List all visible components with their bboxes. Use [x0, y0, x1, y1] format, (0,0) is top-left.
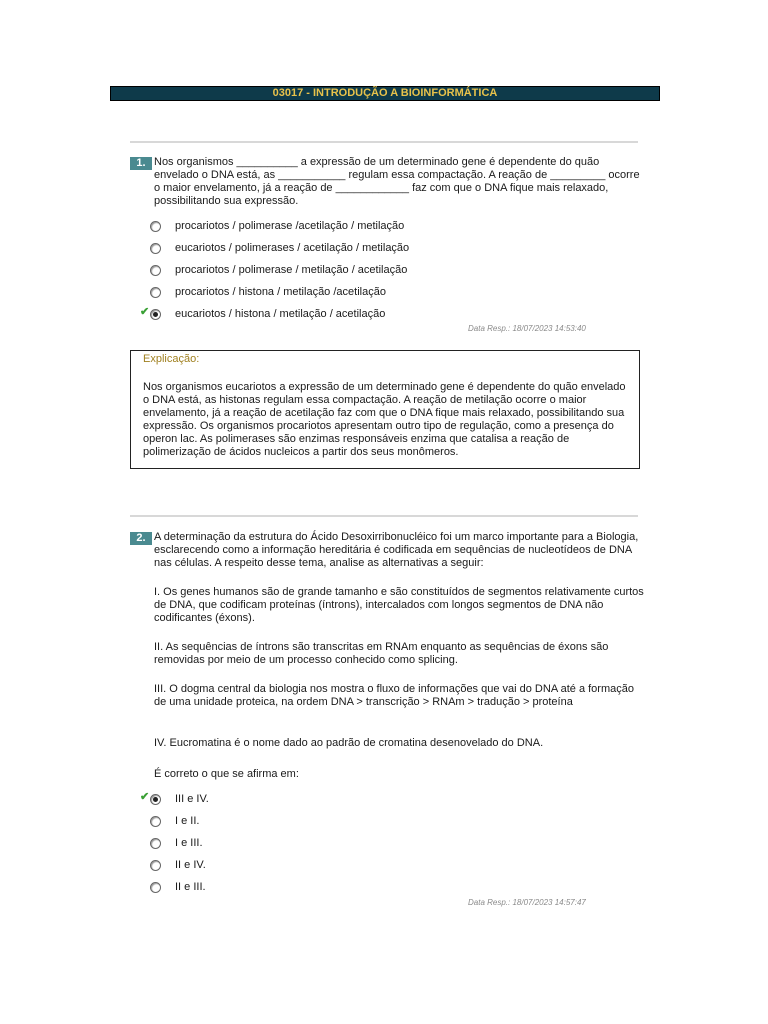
response-date: Data Resp.: 18/07/2023 14:57:47 — [468, 898, 586, 907]
question-text: Nos organismos __________ a expressão de um determinado gene é dependente do quão envelado o DNA está, as ___________ regulam essa compactação. A reação de _________ ocorre o maior envelamento, já a reação de ____________ faz com que o DNA fique mais relaxado, possibilitando sua expressão. — [154, 156, 640, 207]
answer-option[interactable] — [150, 284, 386, 300]
radio-button[interactable] — [150, 265, 161, 276]
answer-option[interactable] — [150, 813, 199, 829]
option-label: I e III. — [175, 837, 203, 849]
question-number-badge: 1. — [130, 157, 152, 170]
option-label: III e IV. — [175, 793, 209, 805]
answer-option-selected[interactable] — [150, 791, 209, 807]
divider — [130, 141, 638, 143]
explanation-text: Nos organismos eucariotos a expressão de um determinado gene é dependente do quão envelado o DNA está, as histonas regulam essa compactação. A reação de metilação ocorre o maior envelamento, já a reação de acetilação faz com que o DNA fique mais relaxado, possibilitando sua expressão. Os organismos procariotos apresentam outro tipo de regulação, como a presença do operon lac. As polimerases são enzimas responsáveis enzima que catalisa a reação de polimerização de ácidos nucleicos a partir dos seus monômeros. — [143, 381, 626, 458]
option-label: procariotos / histona / metilação /acetilação — [175, 286, 386, 298]
radio-button[interactable] — [150, 838, 161, 849]
question-prompt: É correto o que se afirma em: — [154, 768, 299, 780]
radio-button[interactable] — [150, 243, 161, 254]
radio-button[interactable] — [150, 221, 161, 232]
explanation-title: Explicação: — [143, 353, 200, 365]
correct-check-icon: ✔ — [140, 306, 150, 318]
divider — [130, 515, 638, 517]
radio-button[interactable] — [150, 816, 161, 827]
radio-button[interactable] — [150, 860, 161, 871]
statement-3: III. O dogma central da biologia nos mostra o fluxo de informações que vai do DNA até a formação de uma unidade proteica, na ordem DNA > transcrição > RNAm > tradução > proteína — [154, 683, 634, 708]
answer-option[interactable] — [150, 240, 409, 256]
radio-button[interactable] — [150, 882, 161, 893]
statement-1: I. Os genes humanos são de grande tamanho e são constituídos de segmentos relativamente curtos de DNA, que codificam proteínas (íntrons), intercalados com longos segmentos de DNA não codificantes (éxons). — [154, 586, 644, 624]
option-label: eucariotos / polimerases / acetilação / metilação — [175, 242, 410, 254]
answer-option[interactable] — [150, 879, 206, 895]
statement-4: IV. Eucromatina é o nome dado ao padrão de cromatina desenovelado do DNA. — [154, 737, 544, 749]
answer-option[interactable] — [150, 218, 404, 234]
statement-2: II. As sequências de íntrons são transcritas em RNAm enquanto as sequências de éxons são removidas por meio de um processo conhecido como splicing. — [154, 641, 609, 666]
option-label: II e IV. — [175, 859, 206, 871]
explanation-box — [130, 350, 640, 469]
question-text: A determinação da estrutura do Ácido Desoxirribonucléico foi um marco importante para a Biologia, esclarecendo como a informação hereditária é codificada em sequências de nucleotídeos de DNA nas células. A respeito desse tema, analise as alternativas a seguir: — [154, 531, 639, 569]
radio-button[interactable] — [150, 287, 161, 298]
question-number-badge: 2. — [130, 532, 152, 545]
option-label: II e III. — [175, 881, 206, 893]
answer-option-selected[interactable] — [150, 306, 385, 322]
answer-option[interactable] — [150, 262, 407, 278]
option-label: procariotos / polimerase / metilação / acetilação — [175, 264, 408, 276]
radio-button-selected[interactable] — [150, 309, 161, 320]
radio-button-selected[interactable] — [150, 794, 161, 805]
answer-option[interactable] — [150, 857, 206, 873]
option-label: eucariotos / histona / metilação / acetilação — [175, 308, 386, 320]
answer-option[interactable] — [150, 835, 203, 851]
course-title-bar: 03017 - INTRODUÇÃO A BIOINFORMÁTICA — [110, 86, 660, 101]
correct-check-icon: ✔ — [140, 791, 150, 803]
response-date: Data Resp.: 18/07/2023 14:53:40 — [468, 324, 586, 333]
option-label: I e II. — [175, 815, 200, 827]
option-label: procariotos / polimerase /acetilação / metilação — [175, 220, 405, 232]
